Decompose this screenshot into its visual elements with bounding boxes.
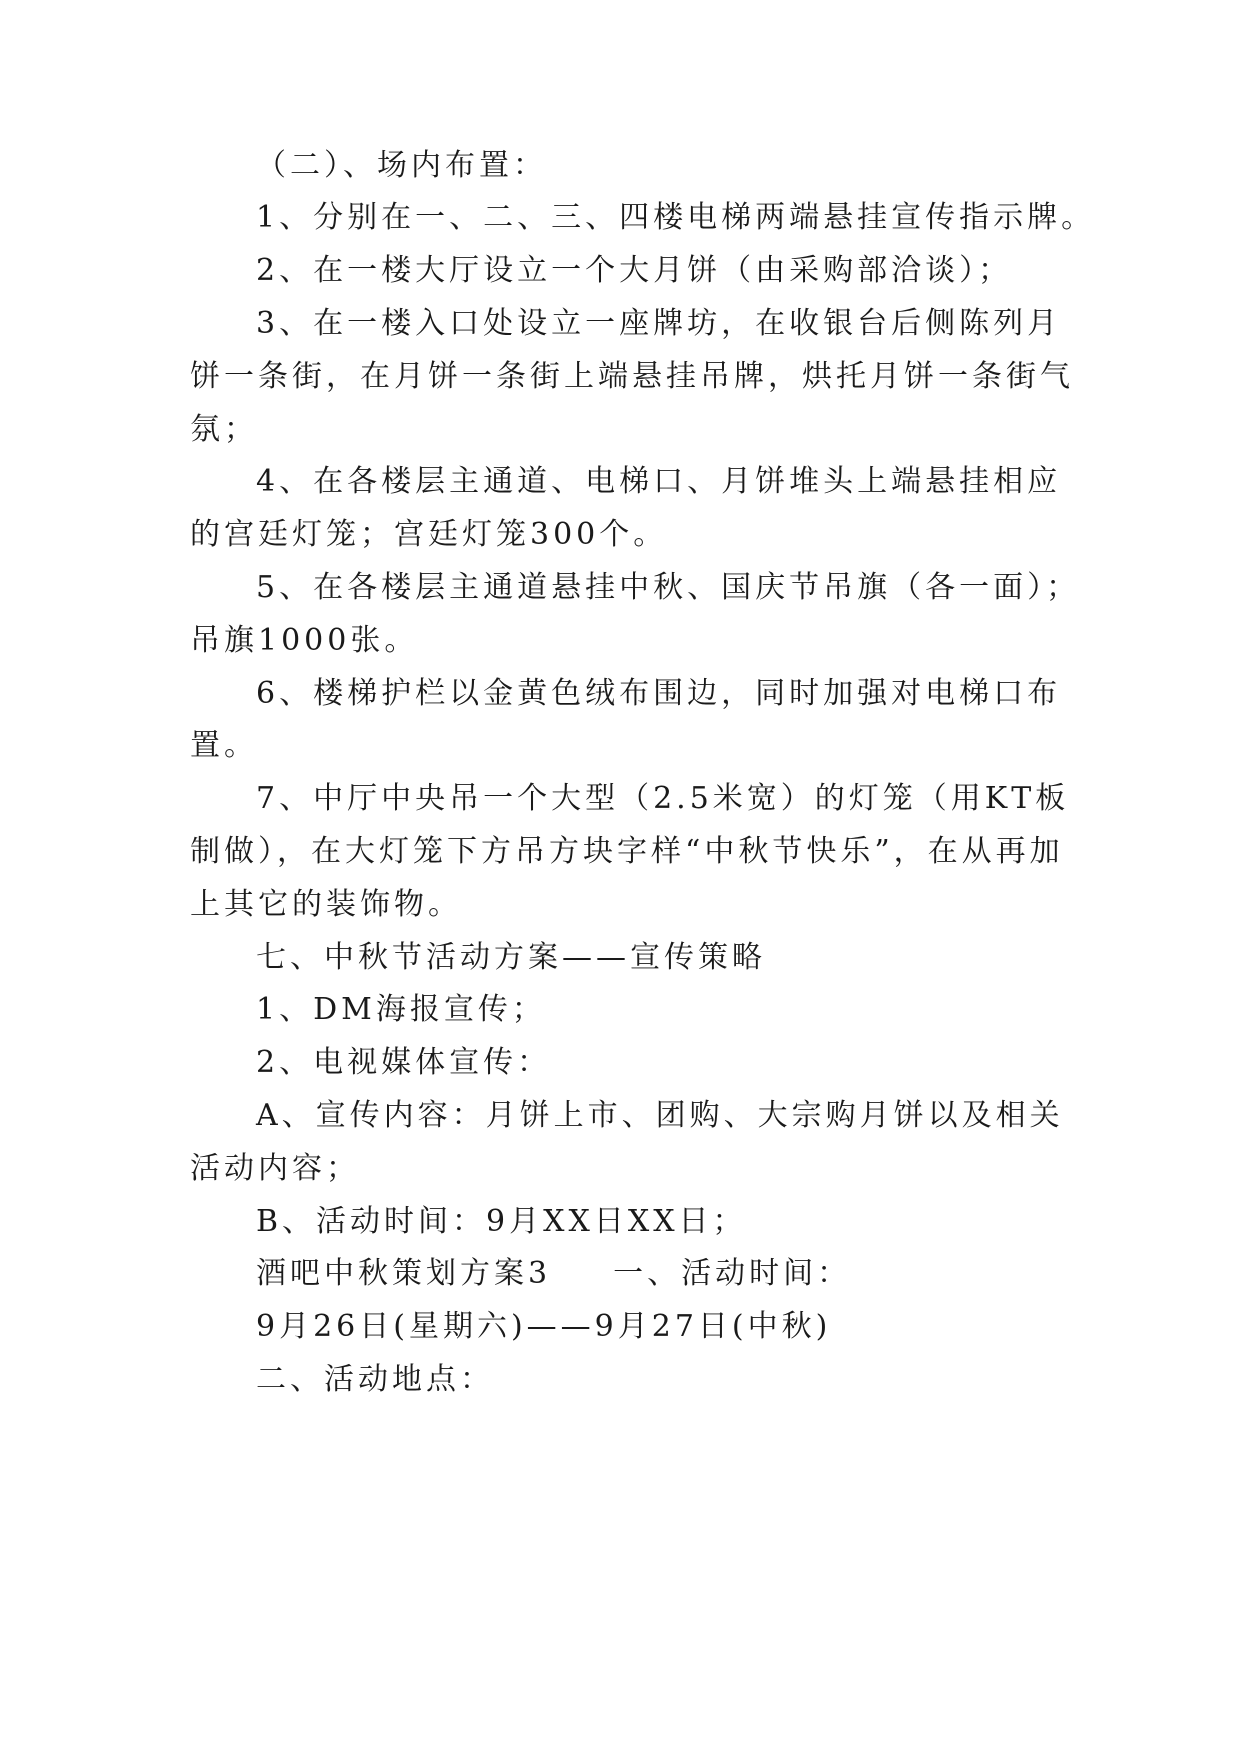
paragraph-line: 1、分别在一、二、三、四楼电梯两端悬挂宣传指示牌。 bbox=[256, 200, 1096, 235]
paragraph-line: 2、在一楼大厅设立一个大月饼（由采购部洽谈）； bbox=[256, 253, 1013, 288]
section-heading: （二）、场内布置： bbox=[256, 148, 547, 183]
paragraph-line: 活动内容； bbox=[190, 1151, 360, 1186]
paragraph-line: 7、中厅中央吊一个大型（2.5米宽）的灯笼（用KT板 bbox=[256, 781, 1070, 816]
paragraph-line: 置。 bbox=[190, 728, 258, 763]
paragraph-line: 2、电视媒体宣传： bbox=[256, 1045, 552, 1080]
paragraph-line: 饼一条街，在月饼一条街上端悬挂吊牌，烘托月饼一条街气 bbox=[190, 359, 1074, 394]
paragraph-line: B、活动时间：9月XX日XX日； bbox=[256, 1204, 747, 1239]
section-heading: 七、中秋节活动方案——宣传策略 bbox=[256, 940, 766, 975]
paragraph-line: 4、在各楼层主通道、电梯口、月饼堆头上端悬挂相应 bbox=[256, 464, 1062, 499]
paragraph-line: 吊旗1000张。 bbox=[190, 623, 419, 658]
paragraph-line: 制做），在大灯笼下方吊方块字样“中秋节快乐”，在从再加 bbox=[190, 834, 1064, 869]
paragraph-line: 上其它的装饰物。 bbox=[190, 887, 462, 922]
paragraph-line: A、宣传内容：月饼上市、团购、大宗购月饼以及相关 bbox=[256, 1098, 1064, 1133]
paragraph-line: 6、楼梯护栏以金黄色绒布围边，同时加强对电梯口布 bbox=[256, 676, 1062, 711]
section-heading: 一、活动时间： bbox=[613, 1256, 852, 1291]
paragraph-line: 3、在一楼入口处设立一座牌坊，在收银台后侧陈列月 bbox=[256, 306, 1062, 341]
section-heading: 二、活动地点： bbox=[256, 1362, 494, 1397]
paragraph-line: 氛； bbox=[190, 412, 258, 447]
paragraph-line: 1、DM海报宣传； bbox=[256, 992, 546, 1027]
title-line bbox=[256, 1254, 851, 1294]
document-title: 酒吧中秋策划方案3 bbox=[256, 1256, 552, 1291]
paragraph-line: 的宫廷灯笼；宫廷灯笼300个。 bbox=[190, 517, 668, 552]
paragraph-line: 5、在各楼层主通道悬挂中秋、国庆节吊旗（各一面）； bbox=[256, 570, 1081, 605]
paragraph-line: 9月26日(星期六)——9月27日(中秋) bbox=[256, 1309, 832, 1344]
